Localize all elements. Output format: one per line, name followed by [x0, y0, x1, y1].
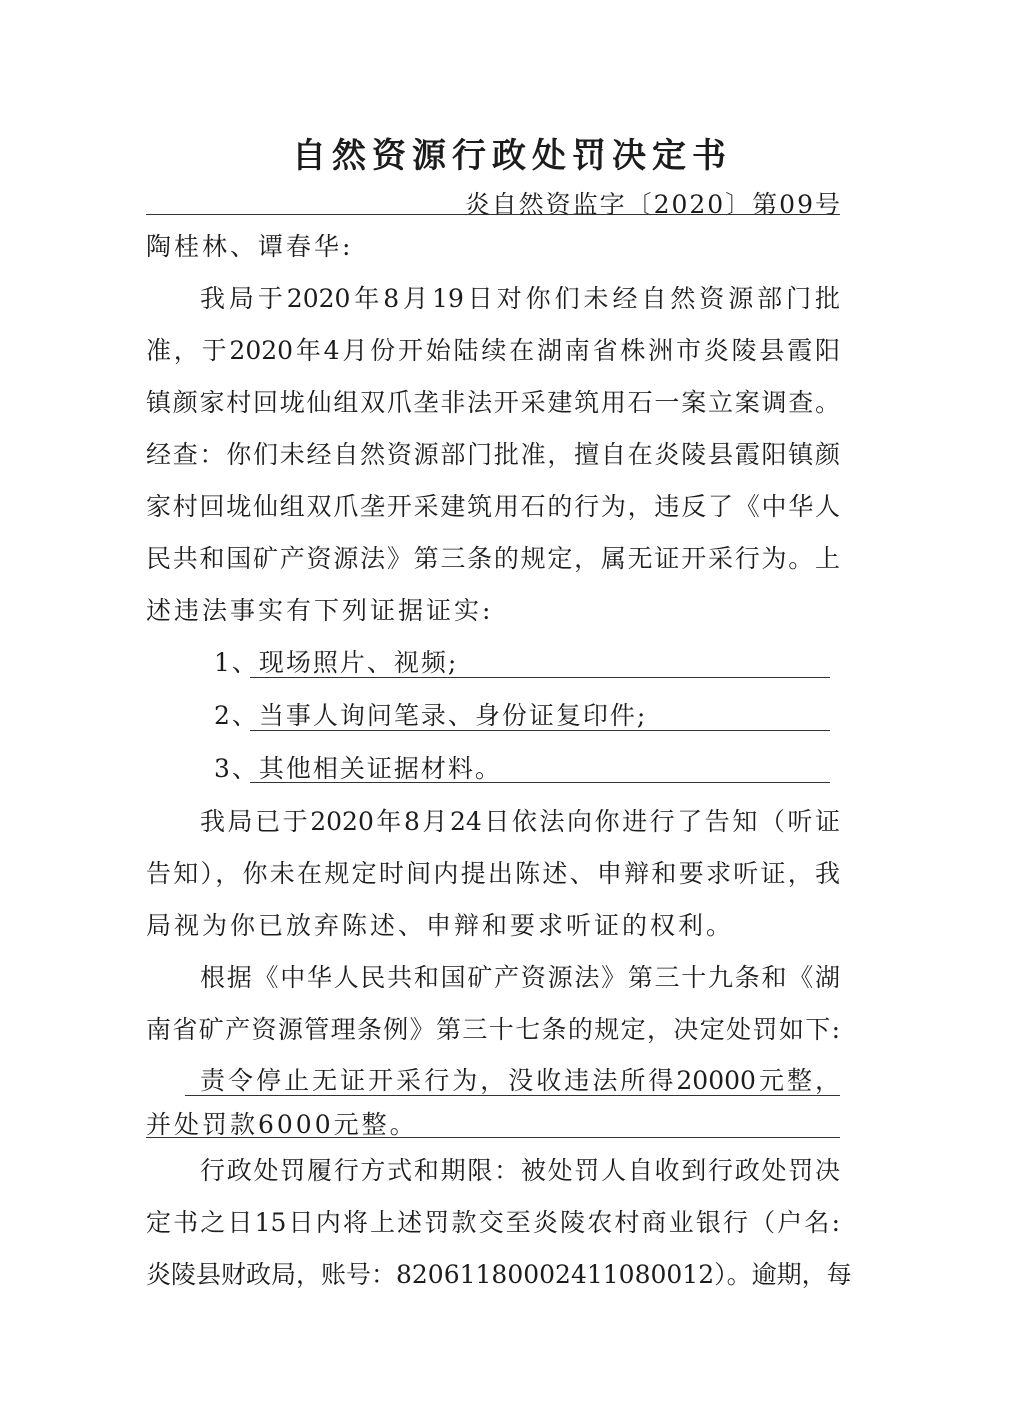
- document-title: 自然资源行政处罚决定书: [292, 136, 732, 176]
- basis-line: 南省矿产资源管理条例》第三十七条的规定，决定处罚如下:: [146, 1015, 840, 1044]
- decision-underline: [185, 1095, 840, 1096]
- addressee: 陶桂林、谭春华:: [146, 232, 354, 261]
- body-line: 镇颜家村回垅仙组双爪垄非法开采建筑用石一案立案调查。: [146, 388, 840, 417]
- evidence-underline: [250, 782, 830, 783]
- body-line: 准，于2020年4月份开始陆续在湖南省株洲市炎陵县霞阳: [146, 336, 840, 365]
- evidence-item: 1、现场照片、视频;: [214, 648, 459, 677]
- body-line: 述违法事实有下列证据证实:: [146, 596, 494, 625]
- decision-underline: [146, 1137, 840, 1138]
- body-line: 民共和国矿产资源法》第三条的规定，属无证开采行为。上: [146, 544, 840, 573]
- decision-line: 责令停止无证开采行为，没收违法所得20000元整，: [200, 1066, 840, 1095]
- payment-line: 定书之日15日内将上述罚款交至炎陵农村商业银行（户名:: [146, 1208, 840, 1237]
- notice-line: 告知），你未在规定时间内提出陈述、申辩和要求听证，我: [146, 859, 840, 888]
- header-divider: [146, 214, 840, 215]
- notice-line: 我局已于2020年8月24日依法向你进行了告知（听证: [200, 807, 840, 836]
- body-line: 家村回垅仙组双爪垄开采建筑用石的行为，违反了《中华人: [146, 492, 840, 521]
- decision-line: 并处罚款6000元整。: [146, 1110, 418, 1139]
- notice-line: 局视为你已放弃陈述、申辩和要求听证的权利。: [146, 911, 735, 940]
- document-number: 炎自然资监字〔2020〕第09号: [464, 190, 842, 219]
- evidence-item: 2、当事人询问笔录、身份证复印件;: [214, 701, 648, 730]
- payment-line: 炎陵县财政局，账号：82061180002411080012）。逾期，每: [146, 1260, 852, 1289]
- basis-line: 根据《中华人民共和国矿产资源法》第三十九条和《湖: [200, 963, 840, 992]
- evidence-underline: [250, 730, 830, 731]
- evidence-underline: [250, 677, 830, 678]
- body-line: 我局于2020年8月19日对你们未经自然资源部门批: [200, 284, 840, 313]
- evidence-item: 3、其他相关证据材料。: [214, 754, 502, 783]
- payment-line: 行政处罚履行方式和期限：被处罚人自收到行政处罚决: [200, 1156, 840, 1185]
- body-line: 经查：你们未经自然资源部门批准，擅自在炎陵县霞阳镇颜: [146, 440, 840, 469]
